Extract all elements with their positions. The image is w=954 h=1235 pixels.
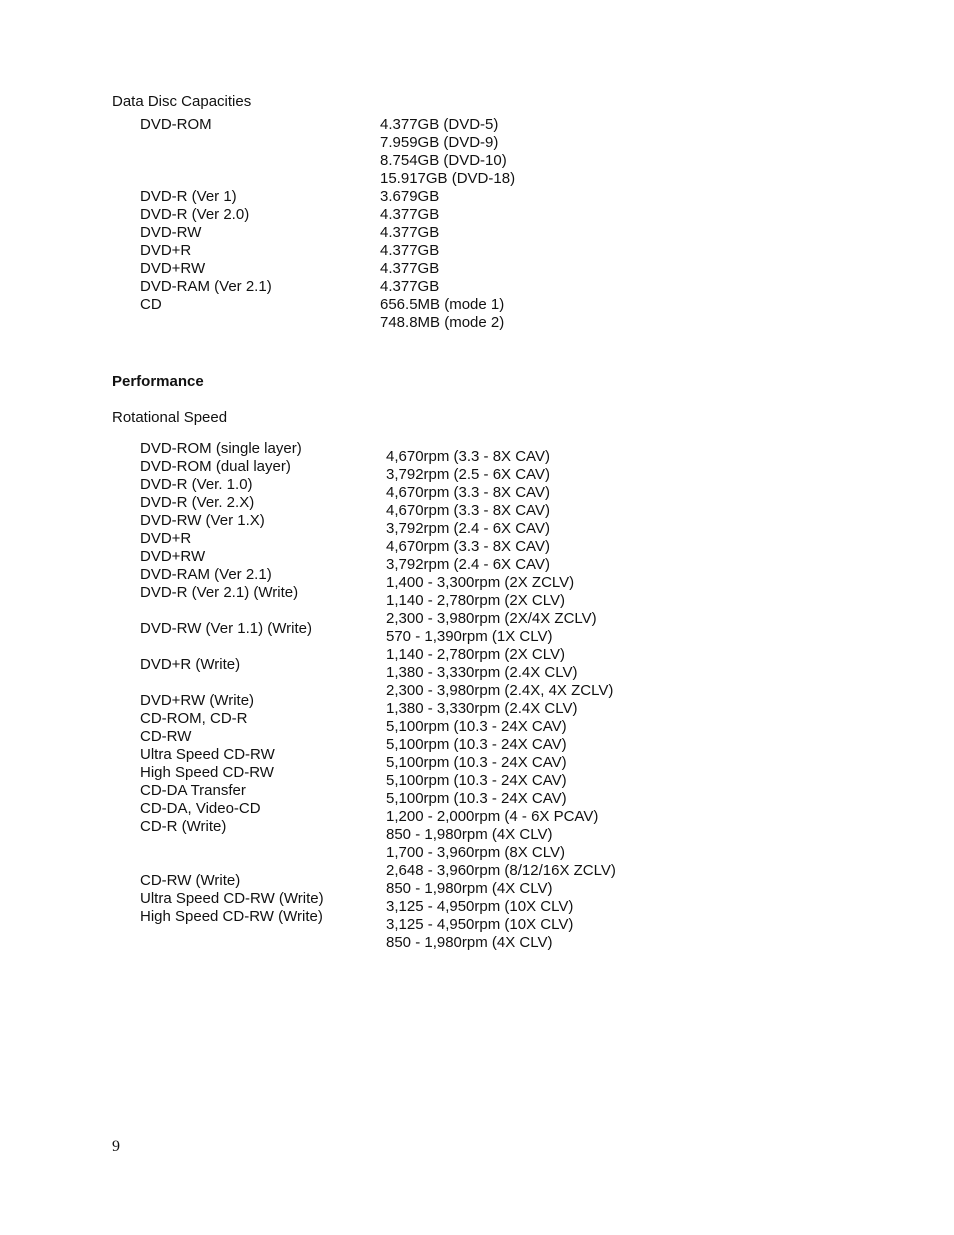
capacity-value: 7.959GB (DVD-9) bbox=[380, 134, 499, 151]
capacity-label: CD bbox=[140, 296, 162, 313]
capacities-heading: Data Disc Capacities bbox=[112, 93, 252, 110]
rotational-label bbox=[140, 674, 324, 692]
rotational-value: 1,140 - 2,780rpm (2X CLV) bbox=[386, 646, 565, 663]
rotational-label: DVD+R (Write) bbox=[140, 656, 241, 673]
rotational-value: 4,670rpm (3.3 - 8X CAV) bbox=[386, 502, 550, 519]
capacity-value: 4.377GB bbox=[380, 260, 440, 277]
rotational-value: 850 - 1,980rpm (4X CLV) bbox=[386, 934, 553, 951]
rotational-label: CD-RW bbox=[140, 728, 192, 745]
rotational-value: 1,140 - 2,780rpm (2X CLV) bbox=[386, 592, 565, 609]
rotational-label: DVD+RW bbox=[140, 548, 206, 565]
rotational-value: 5,100rpm (10.3 - 24X CAV) bbox=[386, 736, 567, 753]
rotational-value: 3,792rpm (2.4 - 6X CAV) bbox=[386, 520, 550, 537]
page-number: 9 bbox=[112, 1138, 120, 1155]
rotational-value: 1,380 - 3,330rpm (2.4X CLV) bbox=[386, 700, 578, 717]
rotational-label: CD-R (Write) bbox=[140, 818, 227, 835]
rotational-label bbox=[140, 638, 324, 656]
rotational-value: 850 - 1,980rpm (4X CLV) bbox=[386, 880, 553, 897]
capacity-value: 8.754GB (DVD-10) bbox=[380, 152, 507, 169]
rotational-label: DVD-RAM (Ver 2.1) bbox=[140, 566, 272, 583]
capacity-label: DVD-RW bbox=[140, 224, 202, 241]
rotational-value: 3,125 - 4,950rpm (10X CLV) bbox=[386, 916, 574, 933]
rotational-value: 1,400 - 3,300rpm (2X ZCLV) bbox=[386, 574, 575, 591]
capacity-label: DVD-RAM (Ver 2.1) bbox=[140, 278, 272, 295]
capacity-value: 656.5MB (mode 1) bbox=[380, 296, 505, 313]
rotational-value: 3,125 - 4,950rpm (10X CLV) bbox=[386, 898, 574, 915]
capacity-label: DVD-ROM bbox=[140, 116, 212, 133]
rotational-value: 5,100rpm (10.3 - 24X CAV) bbox=[386, 718, 567, 735]
rotational-label bbox=[140, 836, 324, 854]
rotational-label bbox=[140, 602, 324, 620]
capacities-value-column bbox=[380, 116, 515, 332]
rotational-label: CD-ROM, CD-R bbox=[140, 710, 248, 727]
capacity-value: 4.377GB bbox=[380, 224, 440, 241]
rotational-value: 570 - 1,390rpm (1X CLV) bbox=[386, 628, 553, 645]
rotational-value: 5,100rpm (10.3 - 24X CAV) bbox=[386, 790, 567, 807]
capacity-value: 4.377GB bbox=[380, 206, 440, 223]
capacity-label: DVD-R (Ver 1) bbox=[140, 188, 237, 205]
rotational-value: 3,792rpm (2.4 - 6X CAV) bbox=[386, 556, 550, 573]
rotational-label bbox=[140, 854, 324, 872]
capacity-value: 4.377GB bbox=[380, 242, 440, 259]
capacity-value: 748.8MB (mode 2) bbox=[380, 314, 505, 331]
rotational-value: 5,100rpm (10.3 - 24X CAV) bbox=[386, 754, 567, 771]
rotational-label: High Speed CD-RW (Write) bbox=[140, 908, 323, 925]
rotational-label: DVD-R (Ver 2.1) (Write) bbox=[140, 584, 299, 601]
rotational-value: 1,700 - 3,960rpm (8X CLV) bbox=[386, 844, 565, 861]
rotational-value: 3,792rpm (2.5 - 6X CAV) bbox=[386, 466, 550, 483]
rotational-label: DVD-RW (Ver 1.1) (Write) bbox=[140, 620, 312, 637]
rotational-value: 2,300 - 3,980rpm (2.4X, 4X ZCLV) bbox=[386, 682, 614, 699]
capacity-value: 4.377GB bbox=[380, 278, 440, 295]
capacity-label bbox=[140, 314, 272, 332]
rotational-label: High Speed CD-RW bbox=[140, 764, 274, 781]
rotational-value: 850 - 1,980rpm (4X CLV) bbox=[386, 826, 553, 843]
capacity-value: 4.377GB (DVD-5) bbox=[380, 116, 499, 133]
performance-heading: Performance bbox=[112, 373, 204, 390]
rotational-label: DVD-RW (Ver 1.X) bbox=[140, 512, 265, 529]
rotational-label: DVD-ROM (single layer) bbox=[140, 440, 302, 457]
rotational-label: CD-DA Transfer bbox=[140, 782, 246, 799]
capacity-label: DVD+RW bbox=[140, 260, 206, 277]
rotational-label: CD-DA, Video-CD bbox=[140, 800, 261, 817]
rotational-label: DVD-R (Ver. 2.X) bbox=[140, 494, 255, 511]
capacity-label bbox=[140, 152, 272, 170]
rotational-value: 1,380 - 3,330rpm (2.4X CLV) bbox=[386, 664, 578, 681]
rotational-value-column bbox=[386, 448, 616, 952]
rotational-label: DVD-R (Ver. 1.0) bbox=[140, 476, 253, 493]
rotational-value: 2,648 - 3,960rpm (8/12/16X ZCLV) bbox=[386, 862, 616, 879]
rotational-label: CD-RW (Write) bbox=[140, 872, 241, 889]
rotational-label: DVD-ROM (dual layer) bbox=[140, 458, 291, 475]
rotational-label: Ultra Speed CD-RW (Write) bbox=[140, 890, 324, 907]
rotational-speed-heading: Rotational Speed bbox=[112, 409, 228, 426]
capacity-label: DVD+R bbox=[140, 242, 192, 259]
rotational-value: 1,200 - 2,000rpm (4 - 6X PCAV) bbox=[386, 808, 599, 825]
capacity-label bbox=[140, 170, 272, 188]
rotational-label-column bbox=[140, 440, 324, 926]
capacities-label-column bbox=[140, 116, 272, 332]
rotational-label: DVD+RW (Write) bbox=[140, 692, 255, 709]
rotational-label: Ultra Speed CD-RW bbox=[140, 746, 275, 763]
capacity-value: 15.917GB (DVD-18) bbox=[380, 170, 516, 187]
rotational-value: 4,670rpm (3.3 - 8X CAV) bbox=[386, 484, 550, 501]
rotational-value: 4,670rpm (3.3 - 8X CAV) bbox=[386, 448, 550, 465]
rotational-value: 2,300 - 3,980rpm (2X/4X ZCLV) bbox=[386, 610, 597, 627]
capacity-label bbox=[140, 134, 272, 152]
capacity-value: 3.679GB bbox=[380, 188, 440, 205]
capacity-label: DVD-R (Ver 2.0) bbox=[140, 206, 250, 223]
rotational-value: 4,670rpm (3.3 - 8X CAV) bbox=[386, 538, 550, 555]
rotational-value: 5,100rpm (10.3 - 24X CAV) bbox=[386, 772, 567, 789]
rotational-label: DVD+R bbox=[140, 530, 192, 547]
